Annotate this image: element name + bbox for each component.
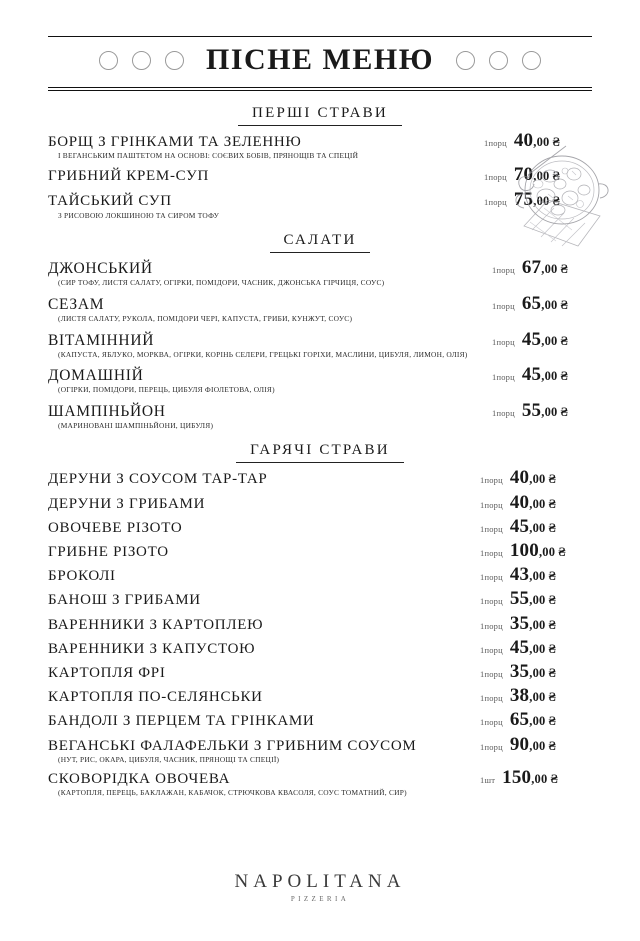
currency-symbol: ₴	[548, 568, 556, 584]
currency-symbol: ₴	[548, 737, 556, 753]
menu-item-name: СКОВОРІДКА ОВОЧЕВА	[48, 770, 231, 787]
menu-item-name: ТАЙСЬКИЙ СУП	[48, 193, 172, 210]
menu-section-hot-dishes	[48, 441, 592, 797]
menu-item-price-cents: ,00	[538, 545, 556, 560]
menu-item-name: ГРИБНЕ РІЗОТО	[48, 544, 169, 561]
menu-item-price-block	[484, 130, 592, 152]
menu-item-price-cents: ,00	[529, 520, 546, 535]
brand-subtitle: PIZZERIA	[290, 895, 350, 903]
menu-item-line	[48, 588, 592, 610]
menu-item[interactable]	[48, 637, 592, 659]
menu-item[interactable]	[48, 588, 592, 610]
menu-item-name: КАРТОПЛЯ ПО-СЕЛЯНСЬКИ	[48, 689, 263, 706]
menu-header	[48, 36, 592, 88]
currency-symbol: ₴	[560, 332, 568, 348]
menu-item-line	[48, 734, 592, 756]
currency-symbol: ₴	[552, 134, 560, 149]
menu-item-price-block	[480, 564, 592, 586]
circle-ornament-icon	[489, 51, 508, 70]
currency-symbol: ₴	[552, 193, 560, 209]
menu-item-price: 67	[521, 256, 542, 278]
menu-item-line	[48, 564, 592, 586]
menu-item-price: 40	[509, 467, 530, 489]
menu-item-price: 45	[521, 328, 542, 350]
menu-item-unit: 1порц	[480, 620, 503, 631]
menu-item-price-block	[492, 329, 592, 351]
menu-item-price: 45	[509, 636, 530, 658]
menu-item-price: 38	[509, 685, 530, 707]
menu-item-price-block	[480, 767, 592, 789]
menu-item-unit: 1порц	[480, 499, 503, 510]
menu-item-name: ОВОЧЕВЕ РІЗОТО	[48, 519, 183, 536]
menu-item[interactable]	[48, 164, 592, 186]
menu-item-price: 35	[509, 660, 530, 682]
menu-item-price-cents: ,00	[541, 261, 558, 276]
currency-symbol: ₴	[548, 592, 556, 608]
menu-item-price: 40	[513, 130, 534, 151]
menu-item-unit: 1порц	[480, 693, 503, 704]
menu-item-price-cents: ,00	[529, 738, 546, 753]
circle-ornament-icon	[456, 51, 475, 70]
menu-item-unit: 1шт	[480, 774, 496, 785]
menu-page	[0, 36, 640, 941]
menu-item[interactable]	[48, 516, 592, 538]
menu-item-unit: 1порц	[492, 372, 515, 383]
menu-item-price: 90	[509, 733, 530, 755]
currency-symbol: ₴	[560, 404, 568, 420]
menu-item-line	[48, 492, 592, 514]
menu-item-line	[48, 685, 592, 707]
menu-item-unit: 1порц	[484, 172, 507, 183]
menu-item-price-block	[492, 400, 592, 422]
menu-item-price-cents: ,00	[533, 169, 550, 184]
menu-item[interactable]	[48, 467, 592, 489]
menu-item-price-block	[484, 189, 592, 211]
menu-item-name: БАНОШ З ГРИБАМИ	[48, 592, 201, 609]
menu-item[interactable]	[48, 661, 592, 683]
menu-item-line	[48, 364, 592, 386]
menu-item-price-block	[480, 685, 592, 707]
menu-item-price: 55	[509, 588, 530, 610]
menu-item[interactable]	[48, 329, 592, 360]
menu-item-line	[48, 661, 592, 683]
menu-item-price-block	[480, 661, 592, 683]
menu-item-name: ГРИБНИЙ КРЕМ-СУП	[48, 168, 210, 185]
menu-item-price: 35	[509, 612, 530, 634]
menu-item-price-cents: ,00	[541, 369, 558, 384]
menu-item-price-cents: ,00	[529, 569, 546, 584]
menu-item-name: ВАРЕННИКИ З КАРТОПЛЕЮ	[48, 616, 264, 633]
menu-item-name: БАНДОЛІ З ПЕРЦЕМ ТА ГРІНКАМИ	[48, 713, 315, 730]
menu-item-price-cents: ,00	[529, 617, 546, 632]
menu-item-price-cents: ,00	[533, 194, 550, 209]
currency-symbol: ₴	[548, 471, 556, 487]
menu-item-name: КАРТОПЛЯ ФРІ	[48, 664, 166, 681]
menu-item-price: 70	[513, 164, 534, 186]
menu-item-line	[48, 767, 592, 789]
currency-symbol: ₴	[548, 664, 556, 680]
menu-item-name: ВЕГАНСЬКІ ФАЛАФЕЛЬКИ З ГРИБНИМ СОУСОМ	[48, 737, 417, 754]
menu-item-price-block	[480, 709, 592, 731]
menu-item-price: 65	[521, 292, 542, 314]
menu-item-unit: 1порц	[480, 596, 503, 607]
header-ornament-right	[456, 51, 541, 70]
menu-item-description: (МАРИНОВАНІ ШАМПІНЬЙОНИ, ЦИБУЛЯ)	[58, 421, 214, 431]
menu-item[interactable]	[48, 257, 592, 288]
brand-name: NAPOLITANA	[234, 871, 406, 892]
menu-item-line	[48, 613, 592, 635]
menu-item-description: (КАПУСТА, ЯБЛУКО, МОРКВА, ОГІРКИ, КОРІНЬ СЕЛЕРИ, ГРЕЦЬКІ ГОРІХИ, МАСЛИНИ, ЦИБУЛЯ, ЛИМОН, ОЛІЯ)	[58, 349, 468, 359]
circle-ornament-icon	[99, 51, 118, 70]
menu-item-price: 100	[509, 540, 539, 562]
section-heading-label: ПЕРШІ СТРАВИ	[238, 105, 402, 126]
menu-item-line	[48, 164, 592, 186]
section-heading-hot-dishes	[48, 441, 592, 463]
menu-item-unit: 1порц	[484, 138, 507, 148]
currency-symbol: ₴	[548, 519, 556, 535]
menu-item-price-cents: ,00	[529, 593, 546, 608]
menu-item-unit: 1порц	[492, 300, 515, 311]
menu-item-line	[48, 293, 592, 315]
menu-item-price-cents: ,00	[541, 333, 558, 348]
section-heading-salads	[48, 231, 592, 253]
menu-item-description: (КАРТОПЛЯ, ПЕРЕЦЬ, БАКЛАЖАН, КАБАЧОК, СТРЮЧКОВА КВАСОЛЯ, СОУС ТОМАТНИЙ, СИР)	[58, 787, 407, 797]
menu-item[interactable]	[48, 685, 592, 707]
menu-item-description: (СИР ТОФУ, ЛИСТЯ САЛАТУ, ОГІРКИ, ПОМІДОРИ, ЧАСНИК, ДЖОНСЬКА ГІРЧИЦЯ, СОУС)	[58, 277, 385, 287]
circle-ornament-icon	[522, 51, 541, 70]
menu-item-price: 40	[509, 491, 530, 513]
menu-item-price-block	[480, 540, 592, 562]
menu-item[interactable]	[48, 400, 592, 431]
menu-item-price-block	[480, 613, 592, 635]
menu-item-description: (НУТ, РИС, ОКАРА, ЦИБУЛЯ, ЧАСНИК, ПРЯНОЩІ ТА СПЕЦІЇ)	[58, 754, 280, 764]
menu-item-unit: 1порц	[492, 336, 515, 347]
menu-item-unit: 1порц	[480, 523, 503, 534]
currency-symbol: ₴	[548, 616, 556, 632]
menu-item-description: З РИСОВОЮ ЛОКШИНОЮ ТА СИРОМ ТОФУ	[58, 210, 220, 220]
menu-item-price-cents: ,00	[541, 297, 558, 312]
menu-item-price-cents: ,00	[533, 135, 550, 149]
footer-logo	[0, 871, 640, 903]
menu-item-line	[48, 329, 592, 351]
menu-item-line	[48, 400, 592, 422]
currency-symbol: ₴	[548, 495, 556, 511]
section-heading-label: САЛАТИ	[270, 232, 371, 253]
menu-item-line	[48, 516, 592, 538]
menu-item-price-block	[480, 467, 592, 489]
menu-item-line	[48, 257, 592, 279]
menu-item-description: І ВЕГАНСЬКИМ ПАШТЕТОМ НА ОСНОВІ: СОЄВИХ БОБІВ, ПРЯНОЩІВ ТА СПЕЦІЙ	[58, 151, 359, 161]
menu-item-unit: 1порц	[480, 572, 503, 583]
menu-item-unit: 1порц	[480, 741, 503, 752]
menu-item-price-block	[480, 734, 592, 756]
menu-item[interactable]	[48, 364, 592, 395]
menu-item-line	[48, 709, 592, 731]
menu-section-first-courses	[48, 104, 592, 221]
section-heading-first-courses	[48, 104, 592, 126]
circle-ornament-icon	[165, 51, 184, 70]
menu-item[interactable]	[48, 564, 592, 586]
menu-item-description: (ОГІРКИ, ПОМІДОРИ, ПЕРЕЦЬ, ЦИБУЛЯ ФІОЛЕТОВА, ОЛІЯ)	[58, 385, 275, 395]
menu-item-description: (ЛИСТЯ САЛАТУ, РУКОЛА, ПОМІДОРИ ЧЕРІ, КАПУСТА, ГРИБИ, КУНЖУТ, СОУС)	[58, 313, 353, 323]
menu-item-line	[48, 189, 592, 211]
menu-item-unit: 1порц	[492, 264, 515, 275]
menu-item-line	[48, 467, 592, 489]
menu-item-price-block	[492, 257, 592, 279]
menu-item-price-cents: ,00	[529, 665, 546, 680]
currency-symbol: ₴	[560, 368, 568, 384]
menu-item-price: 45	[521, 364, 542, 386]
menu-item-price-cents: ,00	[531, 771, 548, 786]
menu-item-price-block	[492, 364, 592, 386]
menu-section-salads	[48, 231, 592, 432]
menu-item-price-cents: ,00	[529, 714, 546, 729]
currency-symbol: ₴	[548, 689, 556, 705]
currency-symbol: ₴	[560, 296, 568, 312]
menu-list-first-courses	[48, 130, 592, 221]
menu-item[interactable]	[48, 130, 592, 161]
menu-item-price-cents: ,00	[529, 690, 546, 705]
currency-symbol: ₴	[558, 544, 566, 560]
menu-sections	[48, 104, 592, 798]
menu-item-name: СЕЗАМ	[48, 295, 105, 313]
menu-item-price: 43	[509, 564, 530, 586]
menu-item[interactable]	[48, 293, 592, 324]
menu-item-price: 65	[509, 709, 530, 731]
menu-item-unit: 1порц	[480, 668, 503, 679]
menu-item-price: 150	[502, 766, 532, 788]
currency-symbol: ₴	[548, 713, 556, 729]
menu-item-price: 75	[513, 189, 534, 211]
menu-item-name: ШАМПІНЬЙОН	[48, 403, 166, 421]
currency-symbol: ₴	[548, 640, 556, 656]
menu-item-price: 55	[521, 400, 542, 422]
menu-item-name: ДОМАШНІЙ	[48, 367, 144, 385]
menu-item-price-block	[480, 637, 592, 659]
menu-item[interactable]	[48, 767, 592, 798]
menu-item-price-cents: ,00	[529, 496, 546, 511]
menu-item-name: ВАРЕННИКИ З КАПУСТОЮ	[48, 640, 256, 657]
menu-item[interactable]	[48, 613, 592, 635]
menu-item-line	[48, 540, 592, 562]
menu-item-name: ДЖОНСЬКИЙ	[48, 259, 153, 277]
menu-item-name: ДЕРУНИ З СОУСОМ ТАР-ТАР	[48, 471, 268, 488]
menu-item-unit: 1порц	[480, 717, 503, 728]
currency-symbol: ₴	[552, 168, 560, 184]
menu-item-price-block	[480, 492, 592, 514]
menu-item-price-block	[480, 516, 592, 538]
menu-item[interactable]	[48, 709, 592, 731]
menu-item-price-cents: ,00	[529, 641, 546, 656]
menu-item-price-cents: ,00	[529, 472, 546, 487]
menu-item-price: 45	[509, 515, 530, 537]
menu-item[interactable]	[48, 189, 592, 220]
menu-item-unit: 1порц	[480, 644, 503, 655]
header-ornament-left	[99, 51, 184, 70]
menu-item-line	[48, 130, 592, 152]
menu-item-price-block	[480, 588, 592, 610]
menu-item[interactable]	[48, 492, 592, 514]
currency-symbol: ₴	[560, 260, 568, 276]
menu-list-hot-dishes	[48, 467, 592, 797]
menu-item-name: БОРЩ З ГРІНКАМИ ТА ЗЕЛЕННЮ	[48, 134, 302, 150]
page-title: ПІСНЕ МЕНЮ	[206, 43, 434, 76]
menu-list-salads	[48, 257, 592, 432]
currency-symbol: ₴	[550, 770, 558, 786]
section-heading-label: ГАРЯЧІ СТРАВИ	[236, 442, 404, 463]
menu-item-price-block	[492, 293, 592, 315]
menu-item[interactable]	[48, 734, 592, 765]
menu-item-name: БРОКОЛІ	[48, 568, 116, 585]
menu-item-unit: 1порц	[484, 197, 507, 208]
menu-item-name: ВІТАМІННИЙ	[48, 331, 155, 349]
menu-item-unit: 1порц	[480, 548, 503, 559]
menu-item-price-cents: ,00	[541, 405, 558, 420]
menu-item-price-block	[484, 164, 592, 186]
menu-item[interactable]	[48, 540, 592, 562]
menu-item-line	[48, 637, 592, 659]
circle-ornament-icon	[132, 51, 151, 70]
menu-item-unit: 1порц	[480, 475, 503, 486]
menu-item-name: ДЕРУНИ З ГРИБАМИ	[48, 495, 206, 512]
menu-item-unit: 1порц	[492, 408, 515, 419]
